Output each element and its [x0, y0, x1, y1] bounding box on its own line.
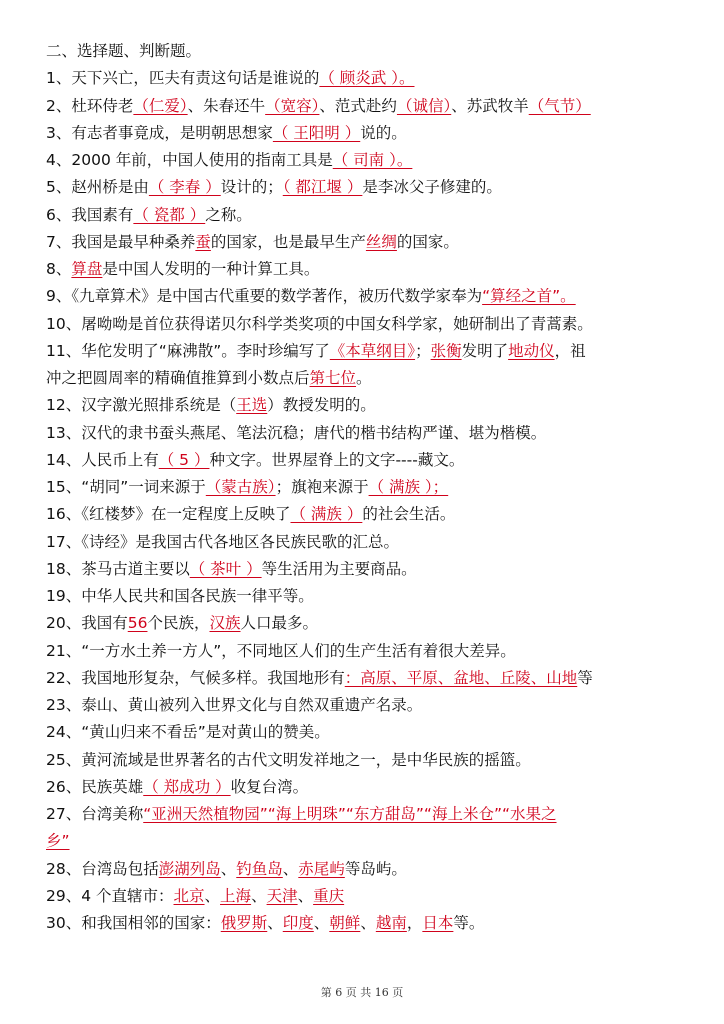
answer-text: 朝鲜	[329, 914, 361, 932]
question-text: 11、华佗发明了“麻沸散”。李时珍编写了	[46, 341, 330, 360]
question-line	[46, 501, 696, 529]
answer-text: （ 郑成功 ）	[143, 777, 231, 796]
answer-text: （ 满族 ）	[290, 505, 363, 524]
question-line	[46, 801, 696, 829]
answer-text: 《本草纲目》	[329, 341, 416, 360]
question-text: 。	[356, 369, 372, 387]
question-line	[46, 338, 696, 366]
question-text: 28、台湾岛包括	[46, 859, 159, 878]
answer-text: （ 5 ）	[158, 450, 210, 469]
question-text: 20、我国有	[46, 614, 128, 633]
question-text: 9、《九章算术》是中国古代重要的数学著作，被历代数学家奉为	[46, 287, 483, 306]
question-text: 29、4 个直辖市：	[46, 886, 174, 905]
question-text: 、	[204, 886, 221, 905]
question-text: 是李冰父子修建的。	[362, 178, 502, 197]
answer-text: （ 瓷都 ）	[133, 205, 206, 224]
answer-text: （ 李春 ）	[148, 178, 221, 197]
question-text: 5、赵州桥是由	[46, 178, 149, 197]
answer-text: 56	[127, 614, 148, 633]
question-text: ）教授发明的。	[267, 396, 376, 415]
question-text: 22、我国地形复杂，气候多样。我国地形有	[46, 668, 345, 687]
question-text: 23、泰山、黄山被列入世界文化与自然双重遗产名录。	[46, 696, 423, 714]
question-line	[46, 583, 696, 611]
question-text: 等	[577, 668, 593, 687]
answer-text: 蚕	[195, 232, 211, 251]
answer-text: 越南	[375, 914, 407, 932]
question-text: 14、人民币上有	[46, 450, 159, 469]
question-line	[46, 747, 696, 775]
answer-text: ：高原、平原、盆地、丘陵、山地	[344, 668, 578, 687]
question-text: 、朱春还牛	[187, 96, 266, 115]
question-line	[46, 447, 696, 475]
answer-text: 北京	[173, 886, 205, 905]
question-text: 的国家，也是最早生产	[210, 232, 366, 251]
answer-text: 乡”	[46, 832, 70, 851]
question-text: 、	[251, 886, 267, 905]
question-text: 之称。	[205, 205, 252, 224]
answer-text: （仁爱）	[133, 96, 188, 115]
question-text: 2、杜环侍老	[46, 96, 134, 115]
question-text: 说的。	[360, 123, 407, 142]
answer-text: （ 都江堰 ）	[282, 178, 363, 197]
question-line	[46, 529, 696, 557]
question-text: 4、2000 年前，中国人使用的指南工具是	[46, 151, 333, 169]
question-line	[46, 774, 696, 802]
answer-text: （ 茶叶 ）	[189, 559, 262, 578]
question-text: 19、中华人民共和国各民族一律平等。	[46, 587, 314, 605]
question-text: ，	[406, 914, 423, 932]
question-line	[46, 392, 696, 420]
question-text: 12、汉字激光照排系统是（	[46, 396, 237, 415]
question-text: 8、	[46, 260, 72, 278]
question-line	[46, 556, 696, 584]
question-line	[46, 93, 696, 121]
question-text: 个民族，	[147, 614, 210, 633]
question-text: 、苏武牧羊	[451, 96, 529, 115]
question-text: ；旗袍来源于	[275, 478, 369, 496]
question-text: 、	[220, 859, 237, 878]
question-line	[46, 256, 696, 284]
answer-text: 上海	[220, 886, 252, 905]
question-text: 1、天下兴亡，匹夫有责这句话是谁说的	[46, 69, 320, 88]
question-text: 15、“胡同”一词来源于	[46, 478, 206, 496]
answer-text: 算盘	[71, 260, 103, 278]
question-text: 25、黄河流域是世界著名的古代文明发祥地之一，是中华民族的摇篮。	[46, 750, 531, 769]
answer-text: 丝绸	[365, 232, 397, 251]
question-line	[46, 229, 696, 257]
question-text: 16、《红楼梦》在一定程度上反映了	[46, 505, 291, 524]
answer-text: （宽容）	[265, 96, 320, 115]
answer-text: 汉族	[209, 614, 241, 633]
answer-text: （蒙古族）	[205, 478, 276, 496]
question-line	[46, 474, 696, 502]
question-line	[46, 420, 696, 448]
answer-text: 澎湖列岛	[158, 859, 221, 878]
question-line	[46, 692, 696, 720]
question-text: 17、《诗经》是我国古代各地区各民族民歌的汇总。	[46, 532, 399, 551]
answer-text: 王选	[236, 396, 268, 415]
question-text: 等岛屿。	[344, 859, 407, 878]
answer-text: （ 司南 ）。	[332, 151, 413, 169]
answer-text: “算经之首”。	[482, 287, 576, 306]
question-line	[46, 719, 696, 747]
answer-text: 第七位	[309, 369, 357, 387]
question-text: 的社会生活。	[362, 505, 456, 524]
answer-text: 赤尾屿	[298, 859, 345, 878]
answer-text: （ 顾炎武 ）。	[319, 69, 415, 88]
question-line	[46, 910, 696, 938]
answer-text: 张衡	[430, 341, 462, 360]
question-text: 种文字。世界屋脊上的文字----藏文。	[209, 450, 465, 469]
question-text: 、	[267, 914, 283, 932]
question-text: 18、茶马古道主要以	[46, 559, 190, 578]
question-text: 13、汉代的隶书蚕头燕尾、笔法沉稳；唐代的楷书结构严谨、堪为楷模。	[46, 423, 547, 442]
question-text: ，祖	[554, 341, 586, 360]
section-heading	[46, 38, 696, 66]
question-text: 、	[360, 914, 376, 932]
question-line	[46, 174, 696, 202]
question-text: 等生活用为主要商品。	[261, 559, 417, 578]
question-text: 3、有志者事竟成，是明朝思想家	[46, 123, 273, 142]
question-text: 是中国人发明的一种计算工具。	[102, 260, 320, 278]
question-line	[46, 202, 696, 230]
answer-text: （气节）	[528, 96, 591, 115]
answer-text: 重庆	[313, 886, 345, 905]
answer-text: 钓鱼岛	[236, 859, 283, 878]
question-text: 6、我国素有	[46, 205, 134, 224]
question-text: 、	[297, 886, 314, 905]
answer-text: 俄罗斯	[220, 914, 268, 932]
question-text: 24、“黄山归来不看岳”是对黄山的赞美。	[46, 723, 330, 742]
question-text: 二、选择题、判断题。	[46, 42, 202, 60]
answer-text: “亚洲天然植物园”“海上明珠”“东方甜岛”“海上米仓”“水果之	[143, 805, 557, 823]
question-line	[46, 638, 696, 666]
page-footer: 第 6 页 共 16 页	[320, 986, 404, 999]
question-line	[46, 883, 696, 911]
question-text: 冲之把圆周率的精确值推算到小数点后	[46, 369, 310, 387]
question-line	[46, 665, 696, 693]
question-text: 26、民族英雄	[46, 777, 144, 796]
question-text: 等。	[453, 914, 485, 932]
question-text: 、	[282, 859, 299, 878]
question-line	[46, 828, 696, 856]
question-text: 21、“一方水土养一方人”，不同地区人们的生产生活有着很大差异。	[46, 641, 516, 660]
question-line	[46, 365, 696, 393]
question-line	[46, 610, 696, 638]
question-text: 7、我国是最早种桑养	[46, 232, 196, 251]
question-line	[46, 65, 696, 93]
question-text: 收复台湾。	[230, 777, 309, 796]
question-text: 人口最多。	[240, 614, 319, 633]
question-text: 27、台湾美称	[46, 805, 144, 823]
question-line	[46, 311, 696, 339]
question-text: 发明了	[461, 341, 509, 360]
answer-text: （诚信）	[396, 96, 452, 115]
question-text: ；	[415, 341, 431, 360]
question-text: 10、屠呦呦是首位获得诺贝尔科学类奖项的中国女科学家，她研制出了青蒿素。	[46, 314, 593, 333]
answer-text: 印度	[282, 914, 314, 932]
question-line	[46, 283, 696, 311]
question-line	[46, 856, 696, 884]
answer-text: （ 王阳明 ）	[272, 123, 361, 142]
question-line	[46, 120, 696, 148]
question-text: 设计的；	[220, 178, 283, 197]
question-text: 、范式赴约	[319, 96, 397, 115]
question-line	[46, 147, 696, 175]
answer-text: （ 满族 ）；	[368, 478, 449, 496]
question-text: 的国家。	[396, 232, 459, 251]
question-text: 、	[313, 914, 330, 932]
answer-text: 日本	[422, 914, 454, 932]
answer-text: 天津	[266, 886, 298, 905]
answer-text: 地动仪	[508, 341, 555, 360]
question-text: 30、和我国相邻的国家：	[46, 914, 221, 932]
